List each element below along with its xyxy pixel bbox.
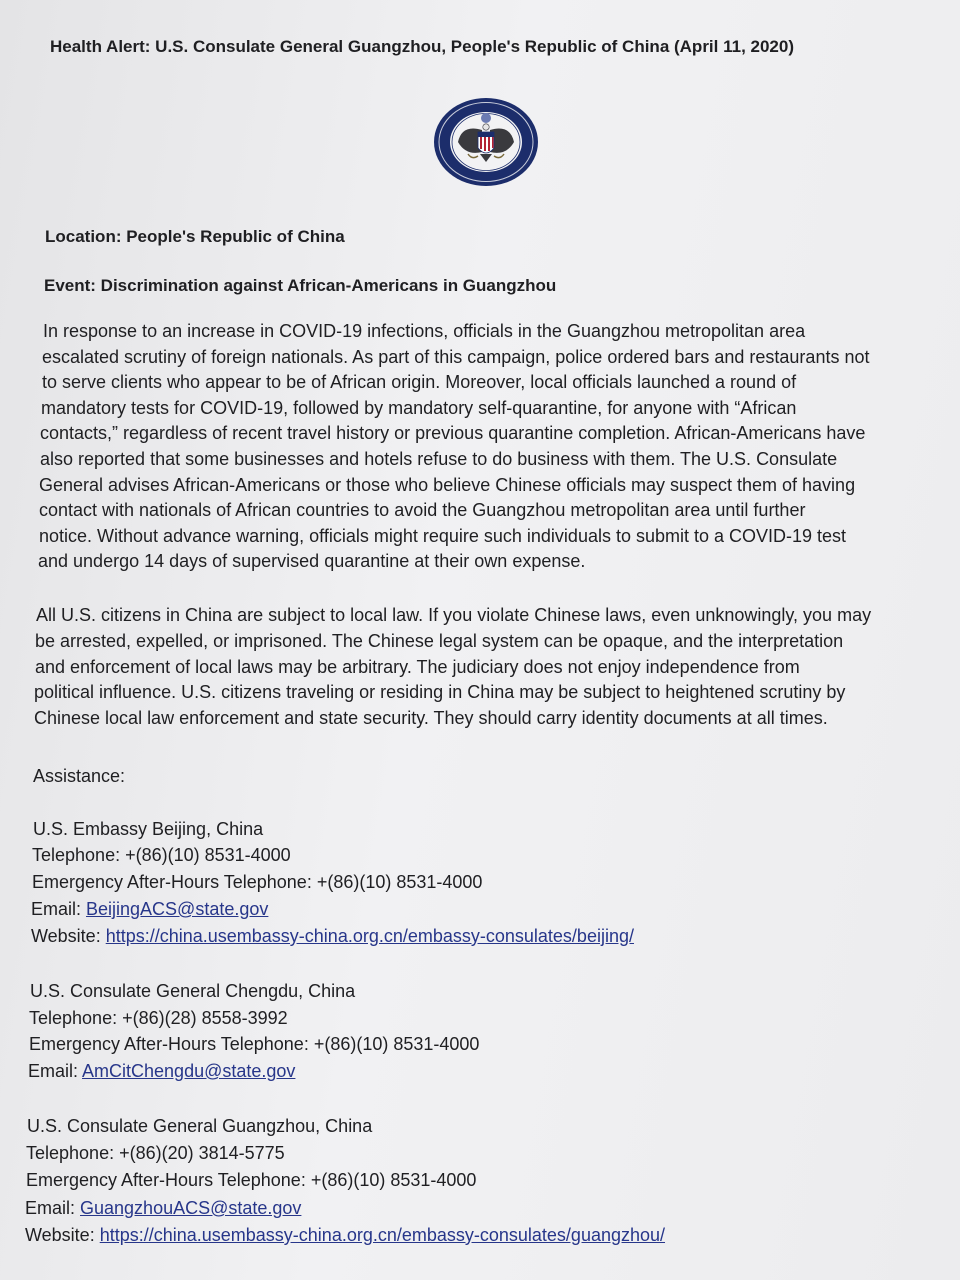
paragraph-line: to serve clients who appear to be of African origin. Moreover, local officials launched a round of [42, 372, 797, 393]
paragraph-line: political influence. U.S. citizens traveling or residing in China may be subject to heightened scrutiny by [34, 682, 846, 703]
beijing-website-line [31, 926, 634, 947]
chengdu-email-line [28, 1061, 295, 1082]
paragraph-line: escalated scrutiny of foreign nationals. As part of this campaign, police ordered bars and restaurants not [42, 346, 870, 367]
department-of-state-seal-icon [432, 96, 540, 188]
paragraph-line: contact with nationals of African countries to avoid the Guangzhou metropolitan area until further [39, 500, 806, 521]
website-label: Website: [31, 926, 106, 946]
paragraph-discrimination [38, 319, 870, 575]
email-label: Email: [28, 1061, 83, 1081]
website-label: Website: [25, 1225, 100, 1245]
paragraph-line: Chinese local law enforcement and state security. They should carry identity documents at all times. [34, 708, 828, 729]
guangzhou-email-line [25, 1198, 301, 1219]
paragraph-line: contacts,” regardless of recent travel history or previous quarantine completion. African-Americans have [40, 423, 866, 444]
location-heading: Location: People's Republic of China [45, 227, 345, 246]
paragraph-line: notice. Without advance warning, officials might require such individuals to submit to a COVID-19 test [39, 525, 847, 546]
beijing-email-line [31, 899, 268, 920]
paragraph-line: mandatory tests for COVID-19, followed by mandatory self-quarantine, for anyone with “African [41, 397, 797, 418]
paragraph-line: and enforcement of local laws may be arbitrary. The judiciary does not enjoy independence from [35, 656, 800, 677]
email-label: Email: [25, 1198, 81, 1218]
beijing-telephone: Telephone: +(86)(10) 8531-4000 [32, 845, 291, 865]
chengdu-emergency-telephone: Emergency After-Hours Telephone: +(86)(10) 8531-4000 [29, 1034, 480, 1054]
paragraph-line: All U.S. citizens in China are subject to local law. If you violate Chinese laws, even unknowingly, you may [36, 605, 872, 625]
guangzhou-website-line [25, 1225, 665, 1246]
guangzhou-emergency-telephone: Emergency After-Hours Telephone: +(86)(10) 8531-4000 [26, 1170, 477, 1190]
event-heading: Event: Discrimination against African-Americans in Guangzhou [44, 276, 557, 295]
beijing-name: U.S. Embassy Beijing, China [33, 819, 264, 839]
email-label: Email: [31, 899, 87, 919]
paragraph-line: and undergo 14 days of supervised quarantine at their own expense. [38, 551, 586, 572]
paragraph-local-law [35, 603, 871, 732]
paragraph-line: In response to an increase in COVID-19 infections, officials in the Guangzhou metropolitan area [43, 321, 806, 341]
guangzhou-name: U.S. Consulate General Guangzhou, China [27, 1116, 373, 1136]
assistance-label: Assistance: [33, 766, 126, 786]
paragraph-line: be arrested, expelled, or imprisoned. The Chinese legal system can be opaque, and the interpretation [35, 630, 844, 651]
chengdu-email-link[interactable]: AmCitChengdu@state.gov [82, 1061, 296, 1081]
chengdu-telephone: Telephone: +(86)(28) 8558-3992 [29, 1008, 288, 1028]
beijing-email-link[interactable]: BeijingACS@state.gov [86, 899, 269, 919]
paragraph-line: General advises African-Americans or those who believe Chinese officials may suspect them of having [39, 474, 856, 495]
guangzhou-telephone: Telephone: +(86)(20) 3814-5775 [26, 1143, 285, 1163]
guangzhou-website-link[interactable]: https://china.usembassy-china.org.cn/embassy-consulates/guangzhou/ [99, 1225, 666, 1245]
paragraph-line: also reported that some businesses and hotels refuse to do business with them. The U.S. Consulate [40, 448, 838, 469]
beijing-emergency-telephone: Emergency After-Hours Telephone: +(86)(10) 8531-4000 [32, 872, 483, 892]
beijing-website-link[interactable]: https://china.usembassy-china.org.cn/embassy-consulates/beijing/ [105, 926, 634, 946]
page-title: Health Alert: U.S. Consulate General Guangzhou, People's Republic of China (April 11, 2020) [50, 37, 794, 56]
guangzhou-email-link[interactable]: GuangzhouACS@state.gov [80, 1198, 302, 1218]
chengdu-name: U.S. Consulate General Chengdu, China [30, 981, 356, 1001]
